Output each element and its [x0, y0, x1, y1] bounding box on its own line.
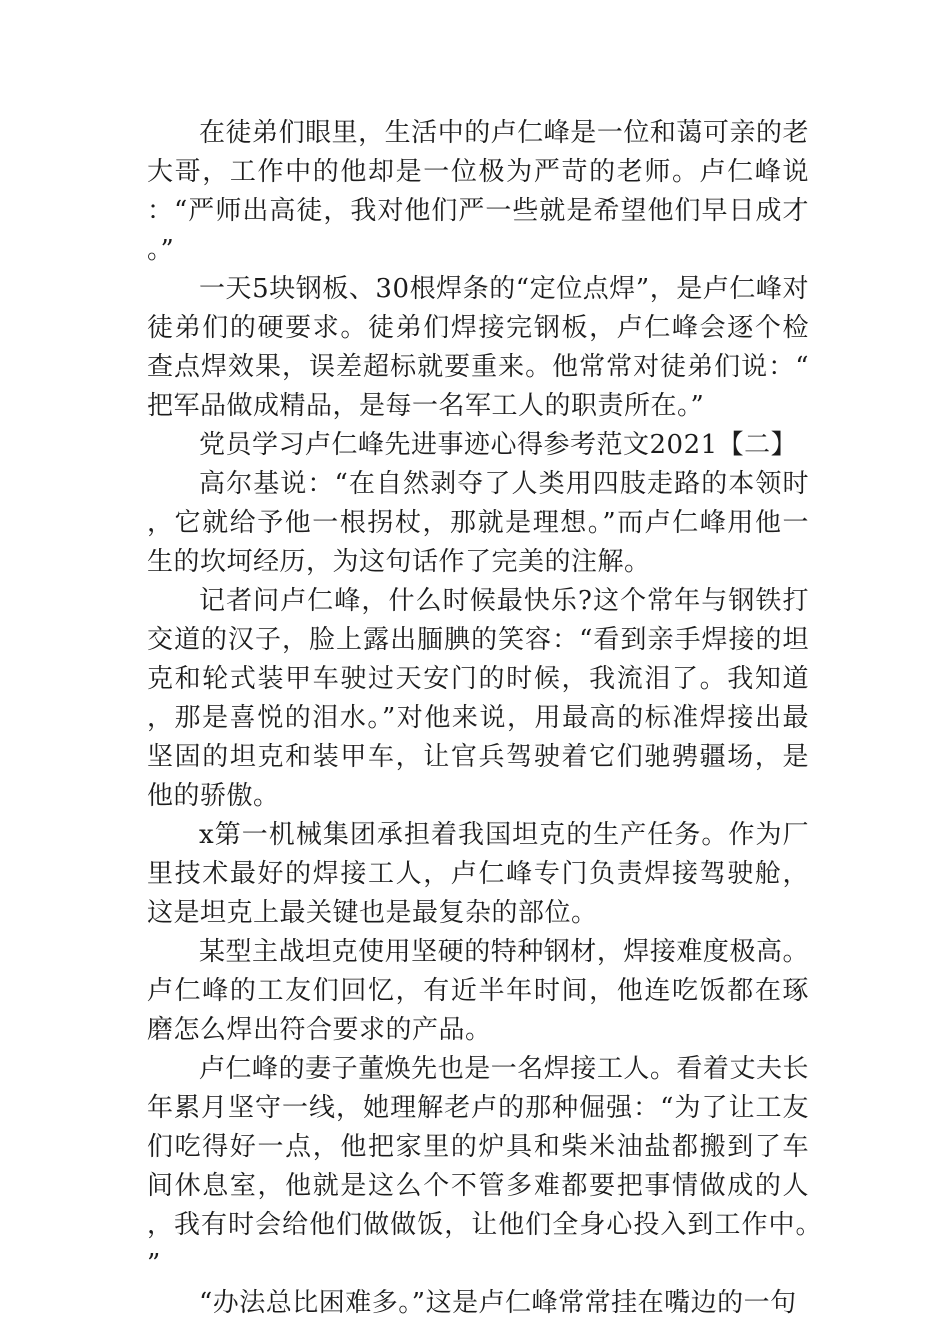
paragraph-first-machinery-group: x第一机械集团承担着我国坦克的生产任务。作为厂里技术最好的焊接工人，卢仁峰专门负责焊接驾驶舱，这是坦克上最关键也是最复杂的部位。: [147, 820, 809, 928]
paragraph-more-solutions: “办法总比困难多。”这是卢仁峰常常挂在嘴边的一句: [199, 1288, 797, 1318]
paragraph-spot-welding-requirement: 一天5块钢板、30根焊条的“定位点焊”，是卢仁峰对徒弟们的硬要求。徒弟们焊接完钢板，卢仁峰会逐个检查点焊效果，误差超标就要重来。他常常对徒弟们说：“把军品做成精品，是每一名军工人的职责所在。”: [147, 274, 809, 421]
paragraph-reporter-question: 记者问卢仁峰，什么时候最快乐?这个常年与钢铁打交道的汉子，脸上露出腼腆的笑容：“看到亲手焊接的坦克和轮式装甲车驶过天安门的时候，我流泪了。我知道，那是喜悦的泪水。”对他来说，用最高的标准焊接出最坚固的坦克和装甲车，让官兵驾驶着它们驰骋疆场，是他的骄傲。: [147, 586, 809, 811]
paragraph-main-battle-tank: 某型主战坦克使用坚硬的特种钢材，焊接难度极高。卢仁峰的工友们回忆，有近半年时间，他连吃饭都在琢磨怎么焊出符合要求的产品。: [147, 937, 809, 1045]
paragraph-apprentices-view: 在徒弟们眼里，生活中的卢仁峰是一位和蔼可亲的老大哥，工作中的他却是一位极为严苛的老师。卢仁峰说：“严师出高徒，我对他们严一些就是希望他们早日成才。”: [147, 118, 809, 265]
paragraph-gorky-quote: 高尔基说：“在自然剥夺了人类用四肢走路的本领时，它就给予他一根拐杖，那就是理想。”而卢仁峰用他一生的坎坷经历，为这句话作了完美的注解。: [147, 469, 809, 577]
section-heading: 党员学习卢仁峰先进事迹心得参考范文2021【二】: [199, 430, 798, 460]
paragraph-wife-dong: 卢仁峰的妻子董焕先也是一名焊接工人。看着丈夫长年累月坚守一线，她理解老卢的那种倔强：“为了让工友们吃得好一点，他把家里的炉具和柴米油盐都搬到了车间休息室，他就是这么个不管多难都要把事情做成的人，我有时会给他们做做饭，让他们全身心投入到工作中。”: [147, 1054, 809, 1279]
document-page: [147, 114, 809, 1323]
